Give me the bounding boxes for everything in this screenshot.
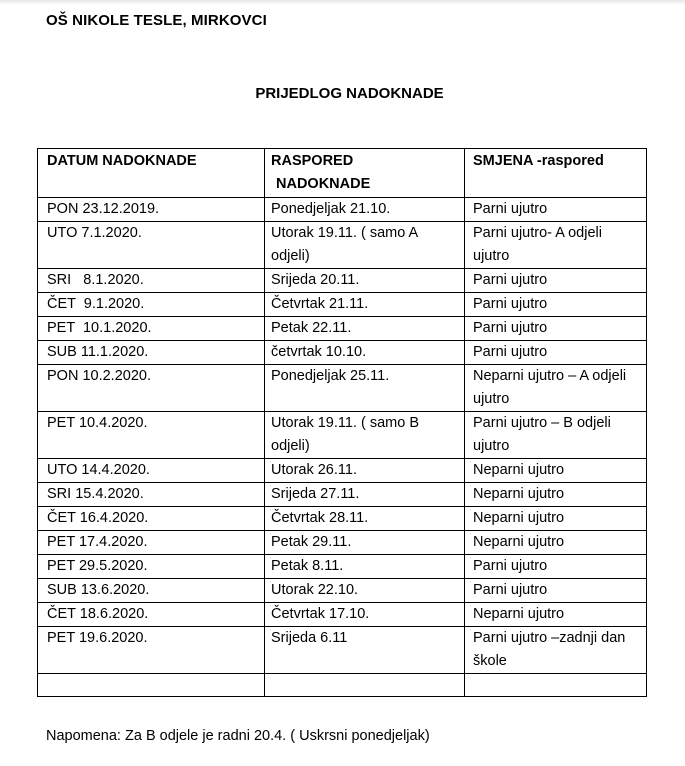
cell-raspored: Četvrtak 21.11.	[265, 293, 465, 317]
cell-datum: PON 23.12.2019.	[38, 198, 265, 222]
cell-raspored: Srijeda 27.11.	[265, 483, 465, 507]
cell-datum: SUB 13.6.2020.	[38, 579, 265, 603]
cell-raspored: Utorak 22.10.	[265, 579, 465, 603]
cell-datum: PON 10.2.2020.	[38, 365, 265, 412]
cell-raspored: Četvrtak 28.11.	[265, 507, 465, 531]
page-top-edge	[0, 0, 685, 5]
cell-datum: PET 10.4.2020.	[38, 412, 265, 459]
table-row	[38, 222, 647, 269]
cell-datum: PET 17.4.2020.	[38, 531, 265, 555]
cell-datum: ČET 16.4.2020.	[38, 507, 265, 531]
cell-smjena: Neparni ujutro	[465, 603, 647, 627]
header-raspored-line1: RASPORED	[271, 153, 354, 169]
header-raspored-line2: NADOKNADE	[276, 176, 371, 192]
table-row	[38, 483, 647, 507]
cell-raspored: Ponedjeljak 21.10.	[265, 198, 465, 222]
cell-smjena: Parni ujutro –zadnji dan škole	[465, 627, 647, 674]
cell-smjena	[465, 674, 647, 697]
cell-smjena: Neparni ujutro	[465, 507, 647, 531]
cell-raspored: Petak 22.11.	[265, 317, 465, 341]
cell-datum: SRI 8.1.2020.	[38, 269, 265, 293]
cell-raspored: Četvrtak 17.10.	[265, 603, 465, 627]
table-row	[38, 627, 647, 674]
cell-smjena: Parni ujutro- A odjeli ujutro	[465, 222, 647, 269]
cell-raspored: Srijeda 20.11.	[265, 269, 465, 293]
table-row	[38, 579, 647, 603]
header-smjena-raspored: SMJENA -raspored	[465, 149, 647, 198]
table-row	[38, 412, 647, 459]
table-row	[38, 365, 647, 412]
document-title: PRIJEDLOG NADOKNADE	[255, 85, 444, 102]
table-header-row	[38, 149, 647, 198]
table-row	[38, 507, 647, 531]
table-row	[38, 459, 647, 483]
cell-datum	[38, 674, 265, 697]
cell-raspored: Utorak 19.11. ( samo A odjeli)	[265, 222, 465, 269]
footnote: Napomena: Za B odjele je radni 20.4. ( Uskrsni ponedjeljak)	[46, 728, 430, 744]
cell-datum: SRI 15.4.2020.	[38, 483, 265, 507]
table-body	[38, 198, 647, 697]
cell-smjena: Parni ujutro	[465, 317, 647, 341]
cell-smjena: Neparni ujutro	[465, 459, 647, 483]
cell-raspored	[265, 674, 465, 697]
table-row	[38, 317, 647, 341]
table-row	[38, 293, 647, 317]
cell-raspored: Utorak 19.11. ( samo B odjeli)	[265, 412, 465, 459]
cell-datum: ČET 9.1.2020.	[38, 293, 265, 317]
cell-smjena: Neparni ujutro	[465, 483, 647, 507]
cell-datum: PET 19.6.2020.	[38, 627, 265, 674]
header-raspored-nadoknade	[265, 149, 465, 198]
cell-raspored: Ponedjeljak 25.11.	[265, 365, 465, 412]
cell-smjena: Neparni ujutro	[465, 531, 647, 555]
cell-smjena: Parni ujutro	[465, 341, 647, 365]
school-name: OŠ NIKOLE TESLE, MIRKOVCI	[46, 12, 267, 29]
cell-raspored: Petak 8.11.	[265, 555, 465, 579]
cell-datum: PET 10.1.2020.	[38, 317, 265, 341]
cell-smjena: Parni ujutro	[465, 198, 647, 222]
cell-datum: ČET 18.6.2020.	[38, 603, 265, 627]
cell-datum: UTO 7.1.2020.	[38, 222, 265, 269]
cell-smjena: Parni ujutro	[465, 269, 647, 293]
cell-datum: PET 29.5.2020.	[38, 555, 265, 579]
table-row	[38, 531, 647, 555]
cell-smjena: Parni ujutro – B odjeli ujutro	[465, 412, 647, 459]
cell-datum: UTO 14.4.2020.	[38, 459, 265, 483]
cell-smjena: Parni ujutro	[465, 293, 647, 317]
cell-raspored: Utorak 26.11.	[265, 459, 465, 483]
table-row	[38, 198, 647, 222]
header-datum-nadoknade: DATUM NADOKNADE	[38, 149, 265, 198]
table-row	[38, 555, 647, 579]
table-row	[38, 603, 647, 627]
cell-smjena: Neparni ujutro – A odjeli ujutro	[465, 365, 647, 412]
cell-raspored: Petak 29.11.	[265, 531, 465, 555]
table-row	[38, 269, 647, 293]
cell-raspored: četvrtak 10.10.	[265, 341, 465, 365]
schedule-table	[37, 148, 647, 697]
cell-raspored: Srijeda 6.11	[265, 627, 465, 674]
cell-smjena: Parni ujutro	[465, 579, 647, 603]
table-row	[38, 341, 647, 365]
table-row	[38, 674, 647, 697]
cell-smjena: Parni ujutro	[465, 555, 647, 579]
cell-datum: SUB 11.1.2020.	[38, 341, 265, 365]
